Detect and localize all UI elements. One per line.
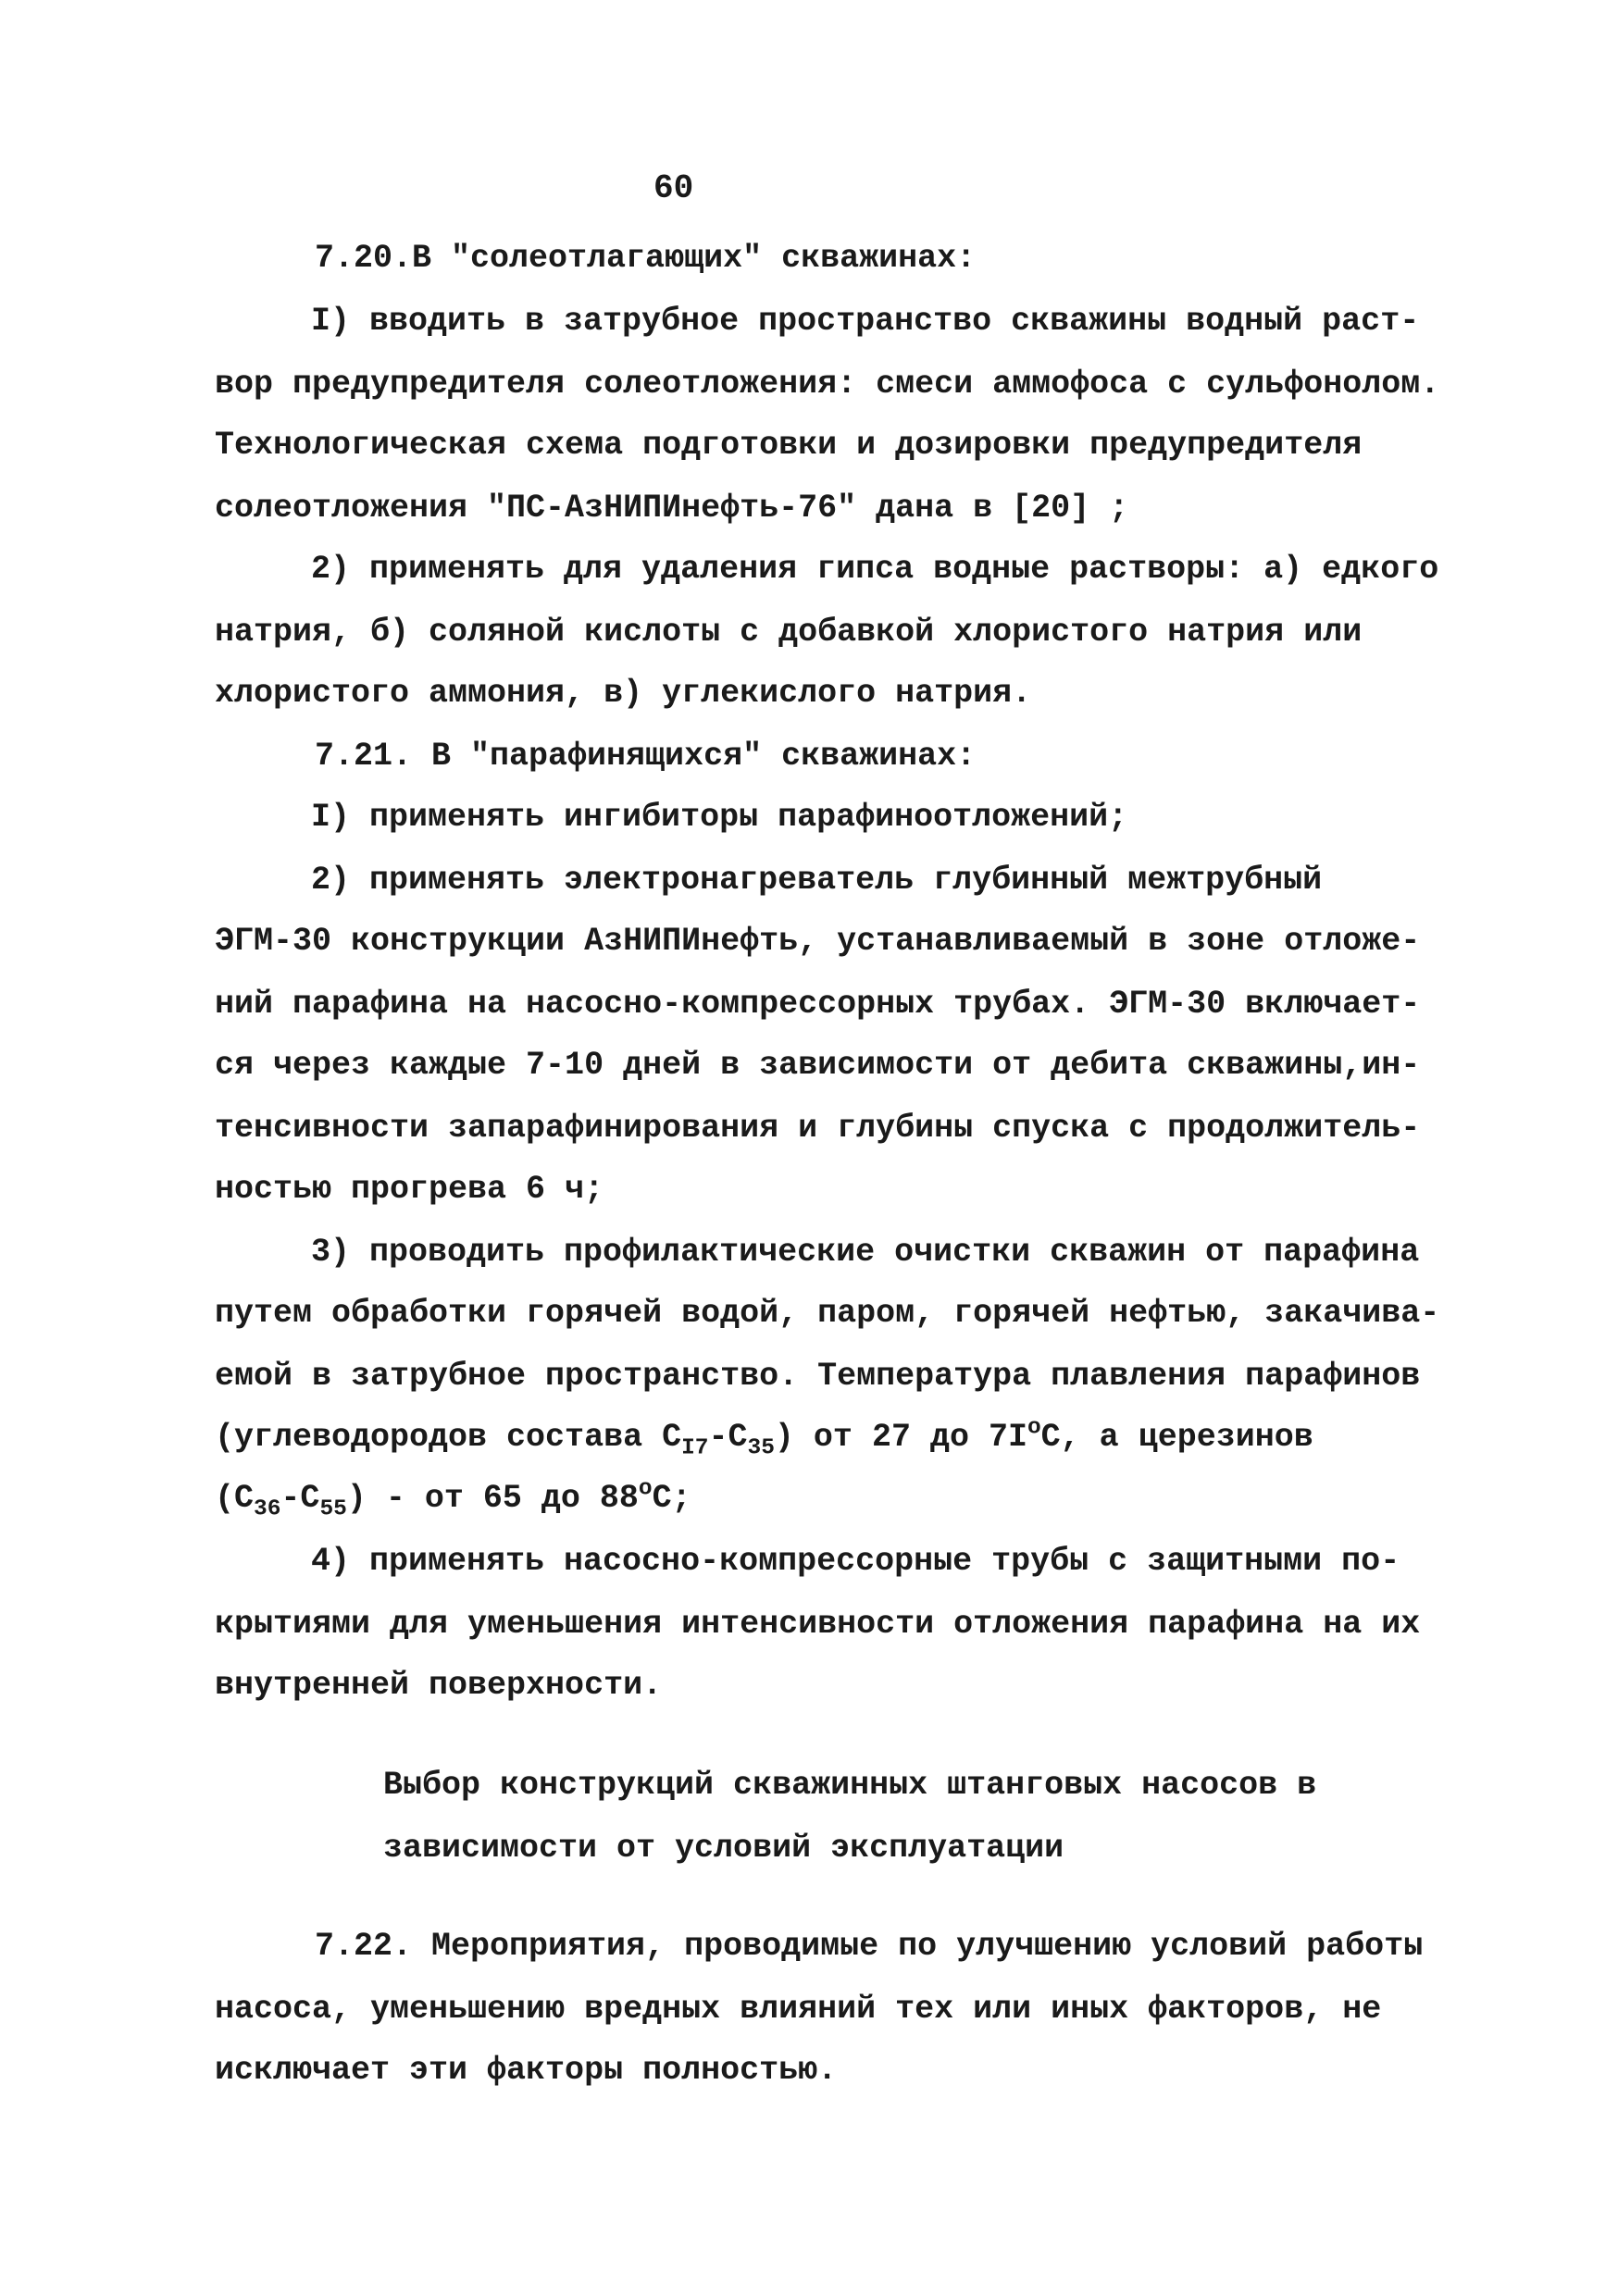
text-line: Технологическая схема подготовки и дозировки предупредителя (215, 427, 1363, 464)
paragraph-7-20-heading: 7.20.В "солеотлагающих" скважинах: (315, 240, 977, 277)
text-line: ностью прогрева 6 ч; (215, 1171, 604, 1208)
text-line: хлористого аммония, в) углекислого натрия. (215, 675, 1032, 712)
subscript: 55 (319, 1496, 347, 1522)
text-line: исключает эти факторы полностью. (215, 2052, 838, 2089)
text-fragment: С, а церезинов (1040, 1419, 1313, 1456)
text-line: ЭГМ-30 конструкции АзНИПИнефть, устанавливаемый в зоне отложе- (215, 923, 1421, 960)
text-fragment: (углеводородов состава С (215, 1419, 682, 1456)
formula-line (215, 1415, 1313, 1461)
text-fragment: -С (280, 1480, 320, 1517)
text-fragment: ) - от 65 до 88 (346, 1480, 639, 1517)
text-line: крытиями для уменьшения интенсивности отложения парафина на их (215, 1606, 1421, 1643)
paragraph-7-21-heading: 7.21. В "парафинящихся" скважинах: (315, 738, 977, 775)
section-title: Выбор конструкций скважинных штанговых насосов в (383, 1767, 1317, 1804)
text-line: вор предупредителя солеотложения: смеси аммофоса с сульфонолом. (215, 366, 1440, 403)
formula-line (215, 1476, 691, 1522)
superscript: о (1027, 1415, 1041, 1441)
text-line: насоса, уменьшению вредных влияний тех или иных факторов, не (215, 1991, 1382, 2028)
text-line: I) применять ингибиторы парафиноотложений; (311, 799, 1128, 836)
text-fragment: -С (708, 1419, 748, 1456)
text-line: ний парафина на насосно-компрессорных трубах. ЭГМ-30 включает- (215, 986, 1421, 1023)
text-line: путем обработки горячей водой, паром, горячей нефтью, закачива- (215, 1295, 1440, 1332)
text-line: I) вводить в затрубное пространство скважины водный раст- (311, 303, 1420, 340)
text-line: ся через каждые 7-10 дней в зависимости от дебита скважины,ин- (215, 1047, 1421, 1084)
subscript: I7 (681, 1435, 709, 1461)
text-line: натрия, б) соляной кислоты с добавкой хлористого натрия или (215, 614, 1363, 651)
page-number: 60 (653, 169, 694, 207)
subscript: 35 (747, 1435, 775, 1461)
superscript: о (638, 1476, 653, 1502)
text-fragment: (С (215, 1480, 255, 1517)
text-line: 4) применять насосно-компрессорные трубы с защитными по- (311, 1543, 1400, 1580)
text-fragment: С; (652, 1480, 691, 1517)
text-line: тенсивности запарафинирования и глубины спуска с продолжитель- (215, 1110, 1421, 1147)
text-line: 2) применять электронагреватель глубинный межтрубный (311, 862, 1323, 899)
text-line: 2) применять для удаления гипса водные растворы: а) едкого (311, 551, 1439, 588)
text-line: внутренней поверхности. (215, 1667, 663, 1704)
section-title: зависимости от условий эксплуатации (383, 1830, 1064, 1867)
text-line: солеотложения "ПС-АзНИПИнефть-76" дана в [20] ; (215, 490, 1129, 527)
paragraph-7-22-line: 7.22. Мероприятия, проводимые по улучшению условий работы (315, 1928, 1424, 1965)
text-line: емой в затрубное пространство. Температура плавления парафинов (215, 1358, 1421, 1395)
subscript: 36 (254, 1496, 281, 1522)
text-fragment: ) от 27 до 7I (774, 1419, 1027, 1456)
text-line: 3) проводить профилактические очистки скважин от парафина (311, 1234, 1420, 1271)
